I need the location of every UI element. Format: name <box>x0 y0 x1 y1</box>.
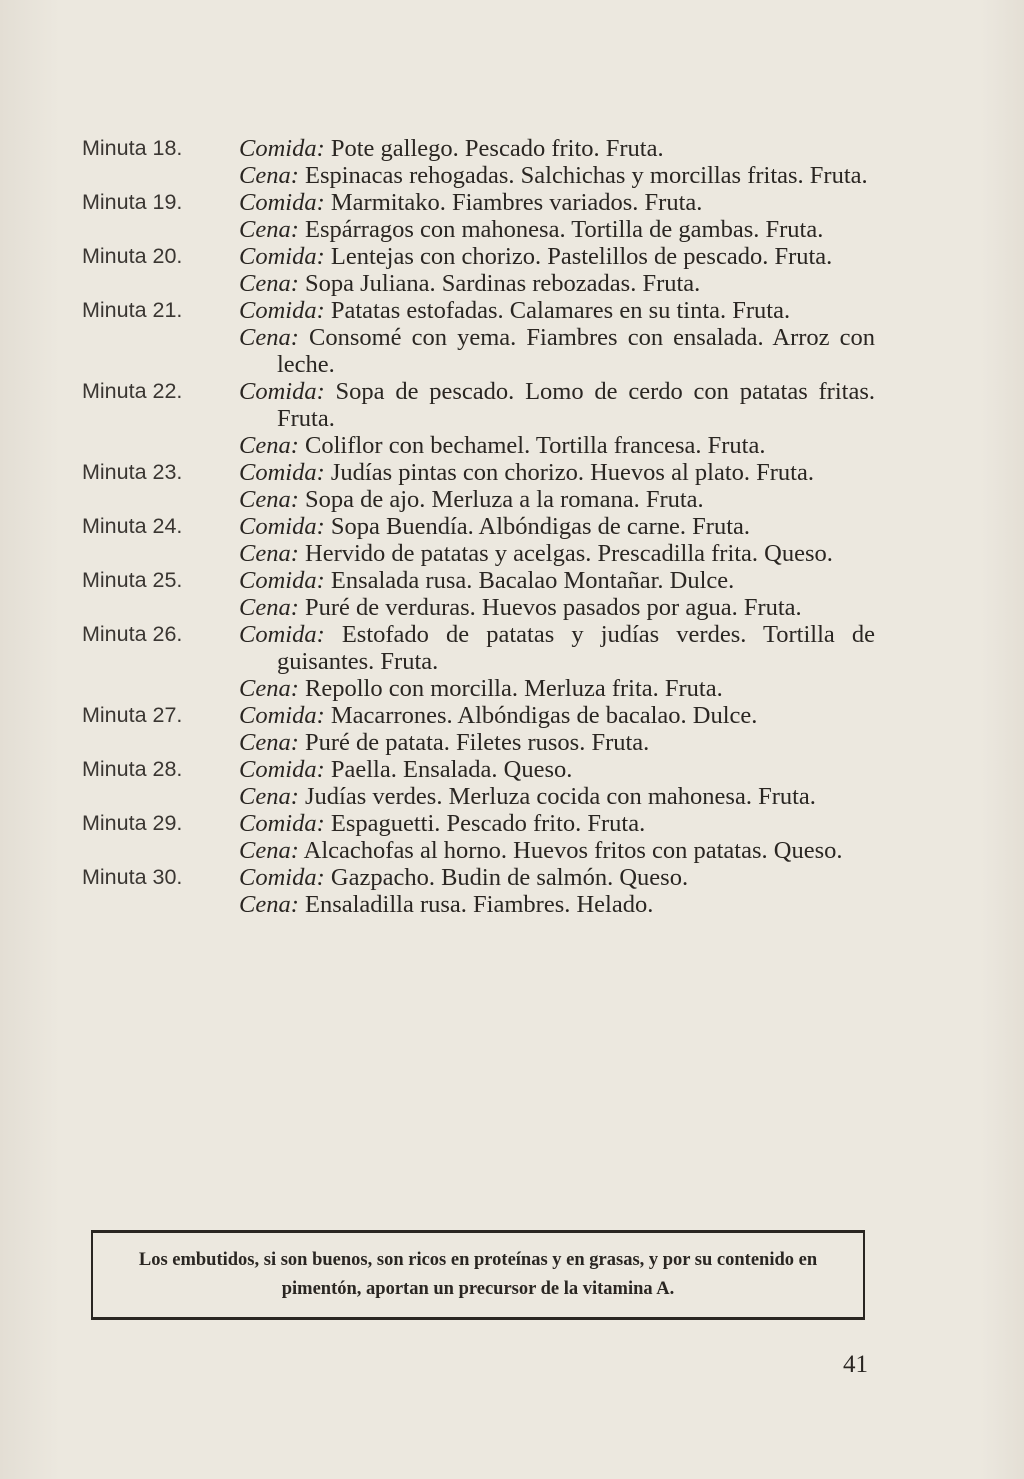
menu-entry <box>82 702 882 756</box>
meal-text: Gazpacho. Budin de salmón. Queso. <box>330 864 689 891</box>
meal-label: Comida: <box>239 702 325 729</box>
meal-list <box>239 864 875 918</box>
meal-label: Cena: <box>239 432 299 459</box>
meal-text: Puré de patata. Filetes rusos. Fruta. <box>305 729 650 756</box>
meal-text: Consomé con yema. Fiambres con ensalada. Arroz con leche. <box>277 324 875 378</box>
menu-entry <box>82 243 882 297</box>
menu-number: Minuta 30. <box>82 865 183 889</box>
menu-entry <box>82 621 882 702</box>
meal-list <box>239 243 875 297</box>
meal-label: Comida: <box>239 810 325 837</box>
meal-list <box>239 621 875 702</box>
menu-number: Minuta 23. <box>82 460 183 484</box>
meal-line <box>239 432 875 459</box>
meal-line <box>239 324 875 378</box>
meal-line <box>239 135 875 162</box>
meal-list <box>239 189 875 243</box>
meal-list <box>239 378 875 459</box>
meal-text: Ensaladilla rusa. Fiambres. Helado. <box>305 891 654 918</box>
meal-line <box>239 675 875 702</box>
meal-label: Cena: <box>239 486 299 513</box>
meal-list <box>239 135 875 189</box>
meal-line <box>239 189 875 216</box>
meal-label: Comida: <box>239 567 325 594</box>
meal-label: Cena: <box>239 675 299 702</box>
meal-label: Comida: <box>239 621 325 648</box>
note-box <box>91 1230 865 1320</box>
menu-entry <box>82 378 882 459</box>
meal-line <box>239 297 875 324</box>
meal-text: Paella. Ensalada. Queso. <box>330 756 573 783</box>
meal-text: Lentejas con chorizo. Pastelillos de pescado. Fruta. <box>330 243 833 270</box>
meal-line <box>239 729 875 756</box>
meal-line <box>239 783 875 810</box>
meal-label: Cena: <box>239 729 299 756</box>
meal-text: Macarrones. Albóndigas de bacalao. Dulce. <box>330 702 758 729</box>
meal-text: Sopa Juliana. Sardinas rebozadas. Fruta. <box>305 270 701 297</box>
meal-label: Comida: <box>239 459 325 486</box>
note-text: Los embutidos, si son buenos, son ricos en proteínas y en grasas, y por su contenido en pimentón, aportan un precursor de la vitamina A. <box>138 1250 818 1299</box>
menu-entry <box>82 297 882 378</box>
meal-text: Estofado de patatas y judías verdes. Tortilla de guisantes. Fruta. <box>277 621 875 675</box>
meal-text: Coliflor con bechamel. Tortilla francesa. Fruta. <box>305 432 766 459</box>
menu-entry <box>82 135 882 189</box>
meal-line <box>239 594 875 621</box>
menu-number: Minuta 28. <box>82 757 183 781</box>
meal-line <box>239 756 875 783</box>
meal-line <box>239 459 875 486</box>
meal-text: Sopa de ajo. Merluza a la romana. Fruta. <box>305 486 704 513</box>
meal-text: Sopa Buendía. Albóndigas de carne. Fruta. <box>330 513 751 540</box>
menu-number: Minuta 22. <box>82 379 183 403</box>
menu-entry <box>82 810 882 864</box>
meal-text: Ensalada rusa. Bacalao Montañar. Dulce. <box>330 567 735 594</box>
meal-list <box>239 810 875 864</box>
meal-list <box>239 702 875 756</box>
meal-line <box>239 378 875 432</box>
meal-text: Patatas estofadas. Calamares en su tinta. Fruta. <box>330 297 791 324</box>
meal-text: Repollo con morcilla. Merluza frita. Fruta. <box>305 675 723 702</box>
meal-line <box>239 891 875 918</box>
meal-text: Espaguetti. Pescado frito. Fruta. <box>330 810 646 837</box>
menu-entry <box>82 567 882 621</box>
meal-label: Cena: <box>239 891 299 918</box>
meal-line <box>239 621 875 675</box>
meal-label: Cena: <box>239 216 299 243</box>
meal-text: Marmitako. Fiambres variados. Fruta. <box>330 189 703 216</box>
meal-label: Comida: <box>239 297 325 324</box>
meal-text: Alcachofas al horno. Huevos fritos con patatas. Queso. <box>303 837 843 864</box>
menu-number: Minuta 18. <box>82 136 183 160</box>
meal-label: Cena: <box>239 783 299 810</box>
meal-label: Cena: <box>239 162 299 189</box>
meal-label: Cena: <box>239 324 299 351</box>
meal-list <box>239 567 875 621</box>
meal-list <box>239 297 875 378</box>
meal-text: Espárragos con mahonesa. Tortilla de gambas. Fruta. <box>305 216 824 243</box>
meal-label: Cena: <box>239 270 299 297</box>
menu-entry <box>82 513 882 567</box>
meal-text: Hervido de patatas y acelgas. Prescadilla frita. Queso. <box>305 540 833 567</box>
meal-label: Comida: <box>239 513 325 540</box>
meal-text: Judías verdes. Merluza cocida con mahonesa. Fruta. <box>305 783 816 810</box>
meal-line <box>239 837 875 864</box>
menu-number: Minuta 19. <box>82 190 183 214</box>
meal-list <box>239 459 875 513</box>
meal-line <box>239 162 875 189</box>
meal-line <box>239 513 875 540</box>
meal-label: Comida: <box>239 864 325 891</box>
meal-line <box>239 810 875 837</box>
meal-line <box>239 270 875 297</box>
meal-label: Comida: <box>239 189 325 216</box>
meal-text: Judías pintas con chorizo. Huevos al plato. Fruta. <box>330 459 814 486</box>
meal-line <box>239 216 875 243</box>
meal-line <box>239 540 875 567</box>
menu-number: Minuta 26. <box>82 622 183 646</box>
menu-number: Minuta 24. <box>82 514 183 538</box>
meal-label: Comida: <box>239 135 325 162</box>
page-number: 41 <box>843 1351 868 1378</box>
meal-text: Pote gallego. Pescado frito. Fruta. <box>330 135 664 162</box>
meal-list <box>239 756 875 810</box>
meal-text: Puré de verduras. Huevos pasados por agua. Fruta. <box>305 594 802 621</box>
meal-label: Cena: <box>239 837 299 864</box>
meal-text: Sopa de pescado. Lomo de cerdo con patatas fritas. Fruta. <box>277 378 875 432</box>
meal-label: Comida: <box>239 378 325 405</box>
meal-line <box>239 864 875 891</box>
menu-number: Minuta 25. <box>82 568 183 592</box>
meal-label: Cena: <box>239 540 299 567</box>
menu-number: Minuta 20. <box>82 244 183 268</box>
meal-label: Comida: <box>239 243 325 270</box>
menu-number: Minuta 29. <box>82 811 183 835</box>
meal-label: Comida: <box>239 756 325 783</box>
menu-number: Minuta 27. <box>82 703 183 727</box>
menu-entry <box>82 864 882 918</box>
menu-entry <box>82 459 882 513</box>
meal-text: Espinacas rehogadas. Salchichas y morcillas fritas. Fruta. <box>305 162 868 189</box>
meal-label: Cena: <box>239 594 299 621</box>
meal-list <box>239 513 875 567</box>
menu-entry <box>82 756 882 810</box>
menu-number: Minuta 21. <box>82 298 183 322</box>
meal-line <box>239 486 875 513</box>
menu-list <box>82 135 882 918</box>
menu-entry <box>82 189 882 243</box>
meal-line <box>239 243 875 270</box>
meal-line <box>239 567 875 594</box>
meal-line <box>239 702 875 729</box>
